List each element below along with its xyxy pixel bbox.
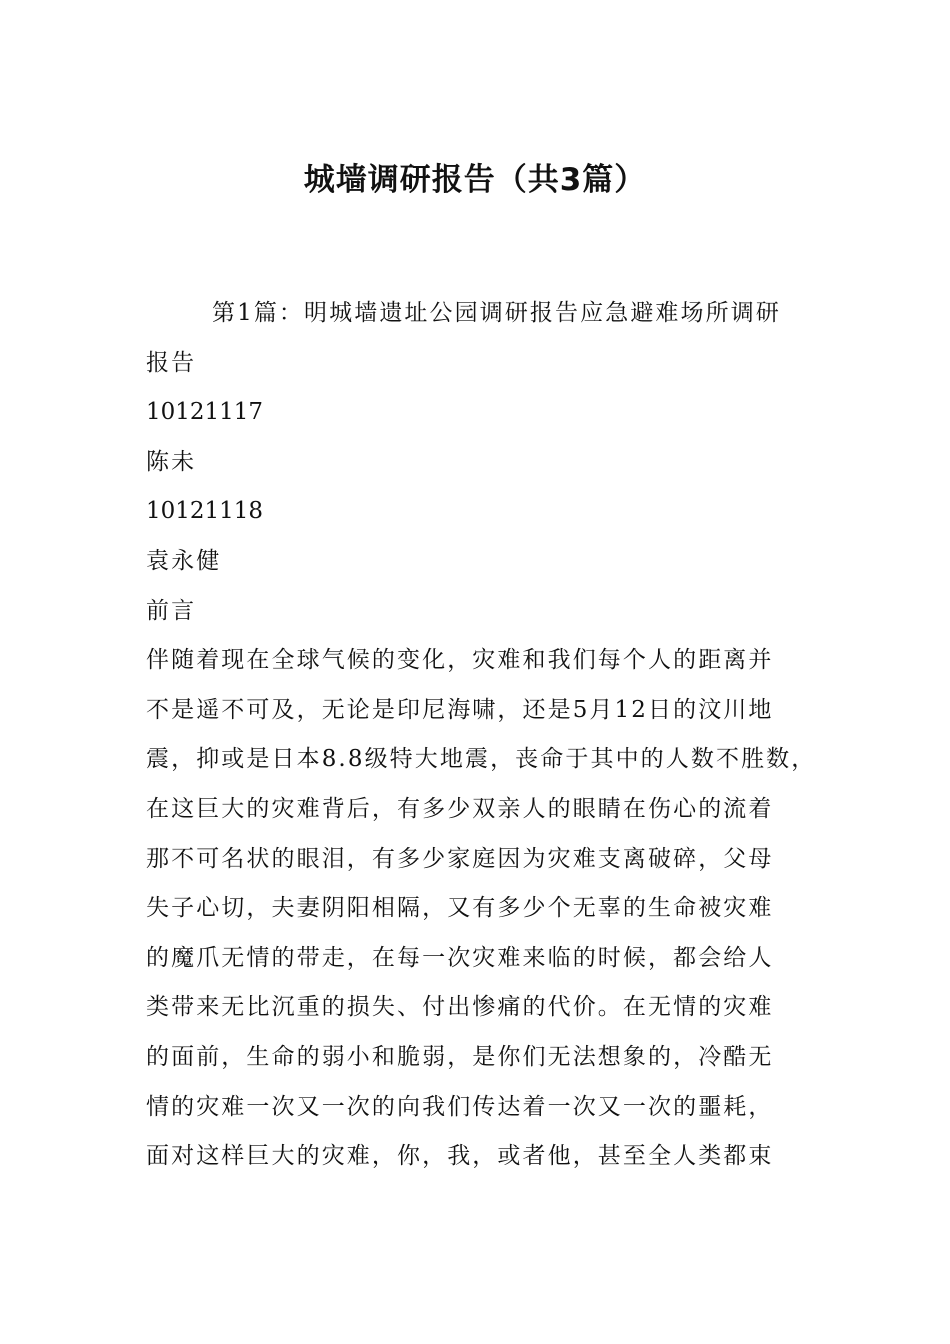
author-name-1: 陈未	[146, 448, 197, 475]
section-heading-preface: 前言	[146, 597, 197, 624]
chapter-heading-line: 第1篇：明城墙遗址公园调研报告应急避难场所调研	[212, 300, 781, 326]
paragraph-line: 那不可名状的眼泪，有多少家庭因为灾难支离破碎，父母	[146, 845, 774, 872]
student-id-2: 10121118	[146, 498, 264, 525]
paragraph-line: 不是遥不可及，无论是印尼海啸，还是5月12日的汶川地	[146, 696, 774, 723]
paragraph-line: 伴随着现在全球气候的变化，灾难和我们每个人的距离并	[146, 647, 774, 674]
paragraph-line: 在这巨大的灾难背后，有多少双亲人的眼睛在伤心的流着	[146, 795, 774, 822]
paragraph-line: 类带来无比沉重的损失、付出惨痛的代价。在无情的灾难	[146, 994, 774, 1021]
paragraph-line: 的面前，生命的弱小和脆弱，是你们无法想象的，冷酷无	[146, 1043, 774, 1070]
author-name-2: 袁永健	[146, 547, 222, 574]
document-body	[146, 289, 826, 1182]
paragraph-line: 失子心切，夫妻阴阳相隔，又有多少个无辜的生命被灾难	[146, 895, 774, 922]
paragraph-line: 情的灾难一次又一次的向我们传达着一次又一次的噩耗，	[146, 1093, 774, 1120]
student-id-1: 10121117	[146, 399, 264, 426]
paragraph-line: 的魔爪无情的带走，在每一次灾难来临的时候，都会给人	[146, 944, 774, 971]
chapter-heading-continuation: 报告	[146, 349, 197, 376]
document-title: 城墙调研报告（共3篇）	[303, 162, 647, 198]
paragraph-line: 震，抑或是日本8.8级特大地震，丧命于其中的人数不胜数，	[146, 746, 817, 773]
paragraph-line: 面对这样巨大的灾难，你，我，或者他，甚至全人类都束	[146, 1143, 774, 1170]
